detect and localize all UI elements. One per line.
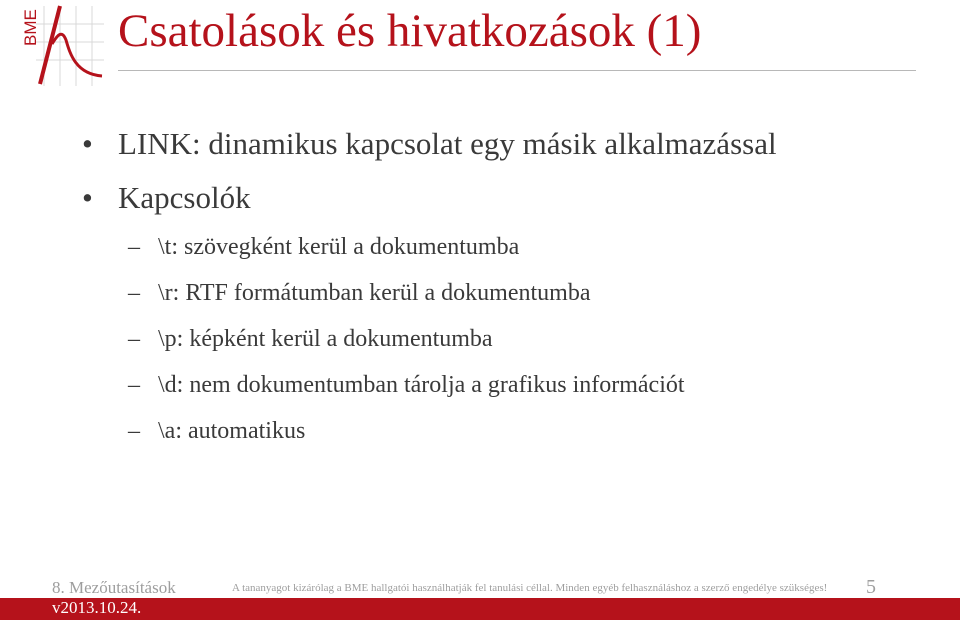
bullet-text: Kapcsolók [118,180,251,215]
dash-icon: – [128,326,140,352]
logo-text: BME [21,9,40,46]
sub-bullet-text: \t: szövegként kerül a dokumentumba [158,234,520,260]
footer-version: v2013.10.24. [52,598,142,617]
bullet-link [82,124,932,163]
sub-bullet-text: \r: RTF formátumban kerül a dokumentumba [158,280,591,306]
bullet-text: LINK: dinamikus kapcsolat egy másik alkalmazással [118,126,777,161]
footer-copyright-note: A tananyagot kizárólag a BME hallgatói használhatják fel tanulási céllal. Minden egyéb felhasználáshoz a szerző engedélye szükséges! [232,582,828,594]
sub-bullet-text: \d: nem dokumentumban tárolja a grafikus információt [158,372,685,398]
bullet-kapcsolok [82,178,932,217]
sub-bullet-a [82,416,932,446]
sub-bullet-d [82,370,932,400]
bme-logo-icon [14,4,106,88]
footer-section: 8. Mezőutasítások [52,578,176,597]
sub-bullet-text: \a: automatikus [158,418,306,444]
footer-bar [0,598,960,620]
title-divider [118,70,916,71]
slide-title: Csatolások és hivatkozások (1) [118,5,702,57]
slide-content [82,124,932,462]
page-number: 5 [866,576,876,598]
bullet-dot-icon: • [82,126,93,161]
sub-bullet-t [82,232,932,262]
sub-bullet-p [82,324,932,354]
bullet-dot-icon: • [82,180,93,215]
dash-icon: – [128,280,140,306]
sub-bullet-text: \p: képként kerül a dokumentumba [158,326,493,352]
dash-icon: – [128,372,140,398]
sub-bullet-r [82,278,932,308]
dash-icon: – [128,234,140,260]
dash-icon: – [128,418,140,444]
